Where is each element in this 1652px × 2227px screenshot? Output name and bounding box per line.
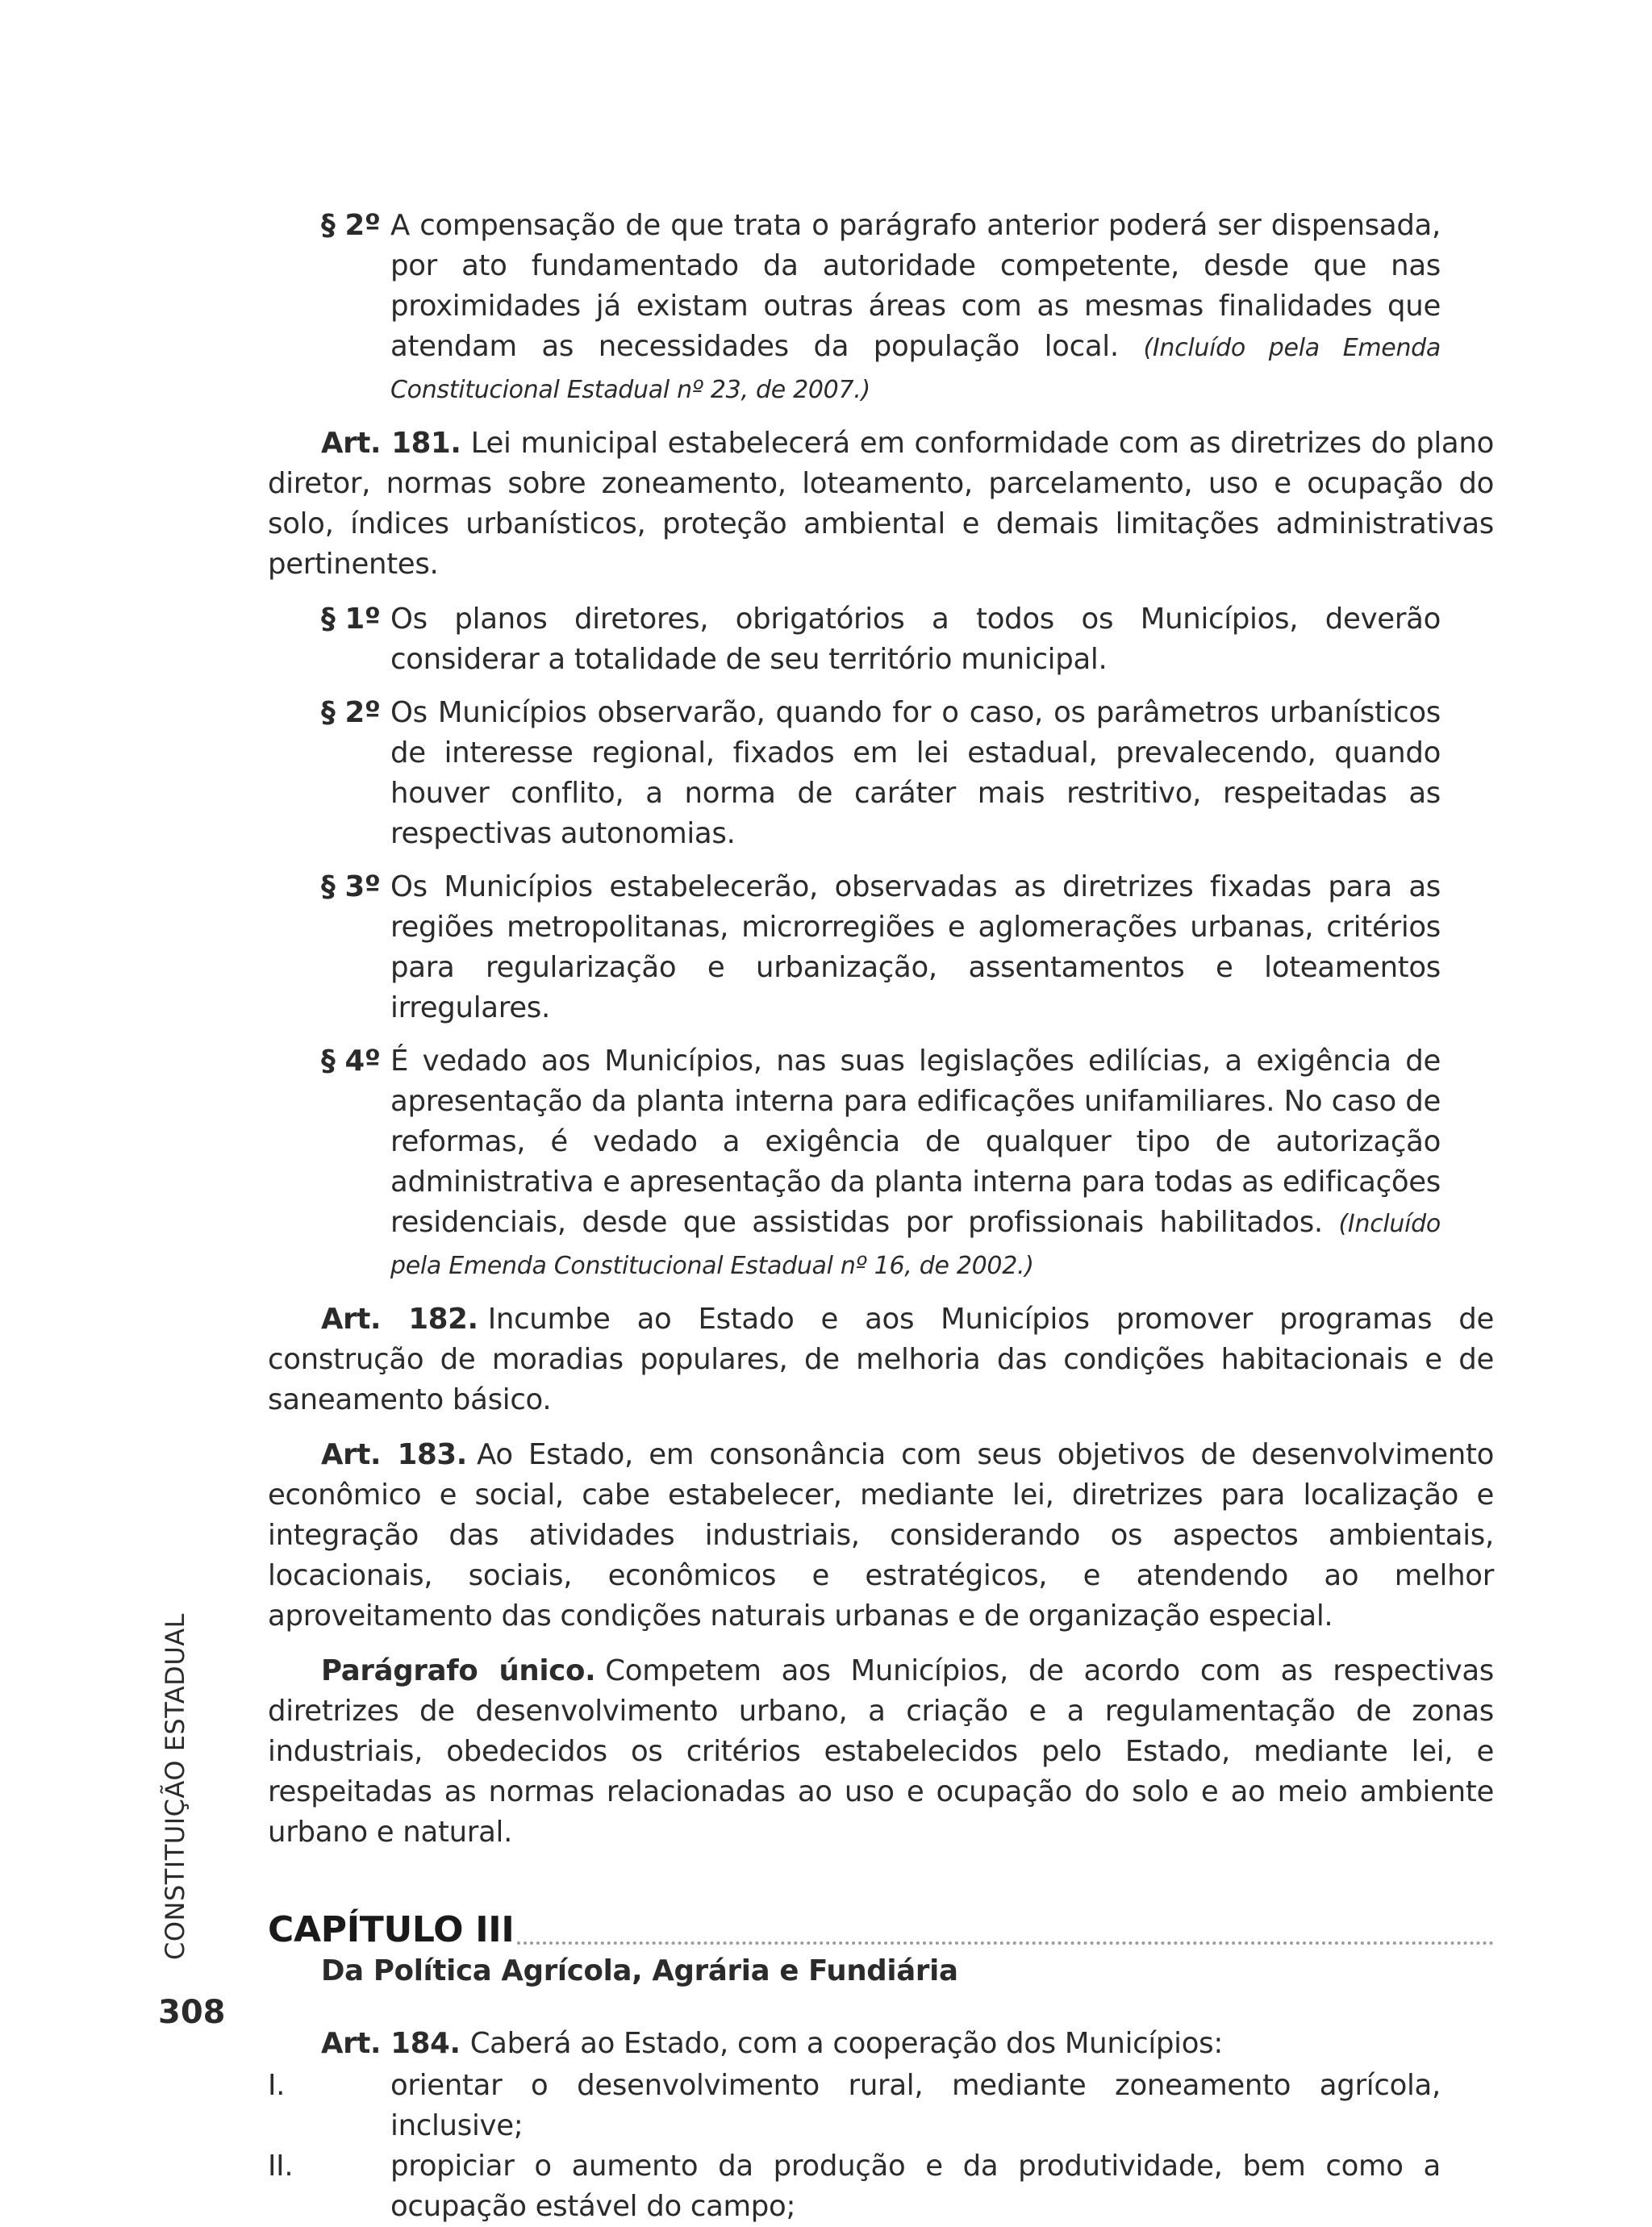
article-label: Art. 181. <box>321 427 461 460</box>
item-number: I. <box>268 2069 286 2102</box>
chapter-heading <box>268 1909 1494 1951</box>
paragraph-label: § 3º <box>321 870 381 903</box>
list-item <box>268 2066 1494 2146</box>
article-text: Ao Estado, em consonância com seus objetivos de desenvolvimento econômico e social, cabe estabelecer, mediante lei, diretrizes para localização e integração das atividades industriais, considerando os aspectos ambientais, locacionais, sociais, econômicos e estratégicos, e atendendo ao melhor aproveitamento das condições naturais urbanas e de organização especial. <box>268 1438 1494 1633</box>
article-label: Art. 182. <box>321 1303 478 1336</box>
article-183 <box>268 1435 1494 1637</box>
paragrafo-unico <box>268 1651 1494 1853</box>
paragraph-1-art181 <box>268 599 1494 680</box>
article-181 <box>268 423 1494 585</box>
paragraph-4-art181 <box>268 1041 1494 1287</box>
document-body <box>268 206 1494 2227</box>
dotted-leader <box>517 1941 1494 1945</box>
paragraph-text: É vedado aos Municípios, nas suas legislações edilícias, a exigência de apresentação da planta interna para edificações unifamiliares. No caso de reformas, é vedado a exigência de qualquer tipo de autorização administrativa e apresentação da planta interna para todas as edificações residenciais, desde que assistidas por profissionais habilitados. <box>390 1045 1441 1239</box>
item-number: II. <box>268 2150 294 2183</box>
paragraph-3-art181 <box>268 867 1494 1028</box>
article-184 <box>268 2024 1494 2064</box>
paragraph-2-art180 <box>268 206 1494 411</box>
article-text: Incumbe ao Estado e aos Municípios promover programas de construção de moradias populares, de melhoria das condições habitacionais e de saneamento básico. <box>268 1303 1494 1416</box>
paragraph-2-art181 <box>268 693 1494 854</box>
article-label: Parágrafo único. <box>321 1654 596 1687</box>
paragraph-label: § 2º <box>321 209 381 242</box>
article-label: Art. 183. <box>321 1438 467 1471</box>
paragraph-label: § 2º <box>321 696 381 729</box>
paragraph-label: § 1º <box>321 603 381 636</box>
item-text: propiciar o aumento da produção e da produtividade, bem como a ocupação estável do campo; <box>390 2150 1441 2223</box>
article-182 <box>268 1299 1494 1420</box>
paragraph-body <box>390 1041 1441 1287</box>
paragraph-text: Os Municípios estabelecerão, observadas as diretrizes fixadas para as regiões metropolitanas, microrregiões e aglomerações urbanas, critérios para regularização e urbanização, assentamentos e loteamentos irregulares. <box>390 870 1441 1024</box>
article-text: Competem aos Municípios, de acordo com as respectivas diretrizes de desenvolvimento urbano, a criação e a regulamentação de zonas industriais, obedecidos os critérios estabelecidos pelo Estado, mediante lei, e respeitadas as normas relacionadas ao uso e ocupação do solo e ao meio ambiente urbano e natural. <box>268 1654 1494 1849</box>
list-item <box>268 2146 1494 2227</box>
running-side-title: CONSTITUIÇÃO ESTADUAL <box>160 1613 190 1960</box>
chapter-title: CAPÍTULO III <box>268 1909 515 1950</box>
page-number: 308 <box>158 1994 226 2031</box>
paragraph-text: Os planos diretores, obrigatórios a todos os Municípios, deverão considerar a totalidade de seu território municipal. <box>390 603 1441 676</box>
article-text: Caberá ao Estado, com a cooperação dos Municípios: <box>469 2027 1223 2060</box>
amendment-note: (Incluído pela Emenda Constitucional Estadual nº 23, de 2007.) <box>390 334 1441 404</box>
paragraph-body <box>390 206 1441 411</box>
article-label: Art. 184. <box>321 2027 461 2060</box>
article-text: Lei municipal estabelecerá em conformidade com as diretrizes do plano diretor, normas sobre zoneamento, loteamento, parcelamento, uso e ocupação do solo, índices urbanísticos, proteção ambiental e demais limitações administrativas pertinentes. <box>268 427 1495 581</box>
item-text: orientar o desenvolvimento rural, mediante zoneamento agrícola, inclusive; <box>390 2069 1441 2142</box>
amendment-note: (Incluído pela Emenda Constitucional Estadual nº 16, de 2002.) <box>390 1210 1441 1280</box>
paragraph-label: § 4º <box>321 1045 381 1078</box>
paragraph-text: Os Municípios observarão, quando for o caso, os parâmetros urbanísticos de interesse regional, fixados em lei estadual, prevalecendo, quando houver conflito, a norma de caráter mais restritivo, respeitadas as respectivas autonomias. <box>390 696 1441 850</box>
paragraph-text: A compensação de que trata o parágrafo anterior poderá ser dispensada, por ato fundamentado da autoridade competente, desde que nas proximidades já existam outras áreas com as mesmas finalidades que atendam as necessidades da população local. <box>390 209 1441 363</box>
chapter-subtitle: Da Política Agrícola, Agrária e Fundiária <box>321 1954 958 1987</box>
